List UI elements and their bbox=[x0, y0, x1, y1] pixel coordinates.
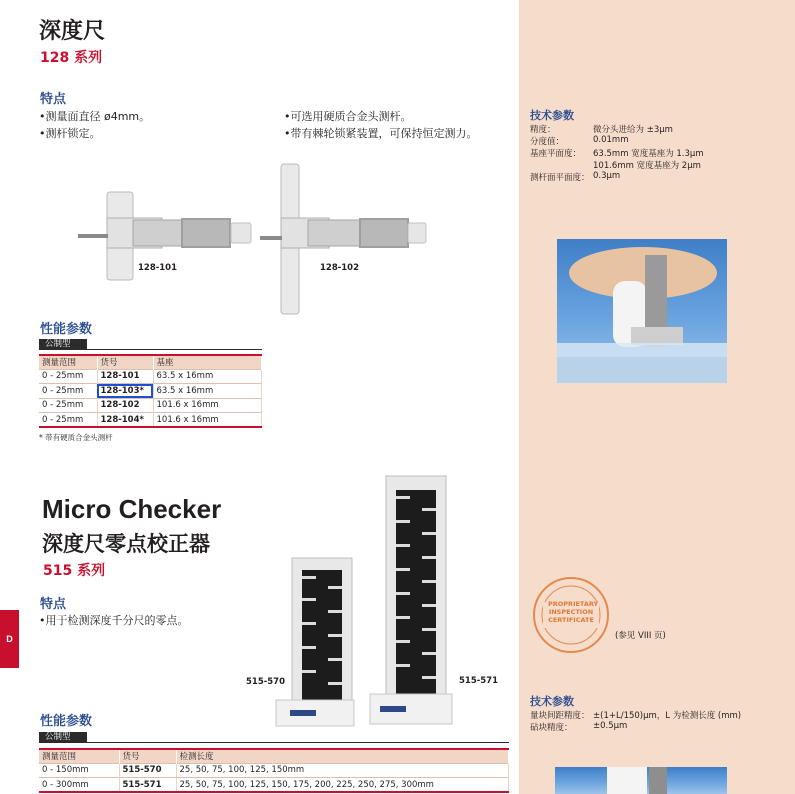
product-title-cn: 深度尺零点校正器 bbox=[42, 532, 210, 556]
spec-key: 量块间距精度： bbox=[530, 711, 590, 721]
performance-heading: 性能参数 bbox=[40, 322, 93, 337]
product-label: 515-570 bbox=[246, 677, 286, 687]
cell-range: 0 - 300mm bbox=[39, 778, 119, 793]
product-title-en: Micro Checker bbox=[42, 494, 222, 524]
cell-base: 101.6 x 16mm bbox=[153, 413, 262, 428]
seal-line: CERTIFICATE bbox=[548, 616, 594, 624]
cell-range: 0 - 25mm bbox=[39, 369, 97, 384]
features-heading: 特点 bbox=[40, 92, 67, 107]
table-row bbox=[39, 398, 262, 413]
depth-micrometer-image bbox=[78, 160, 438, 320]
cell-base: 101.6 x 16mm bbox=[153, 398, 262, 413]
series-label: 128 系列 bbox=[40, 50, 103, 66]
divider bbox=[87, 349, 262, 350]
feature-item: •测量面直径 ø4mm。 bbox=[39, 110, 151, 123]
table-row bbox=[39, 413, 262, 428]
table-header: 货号 bbox=[97, 355, 153, 369]
spec-table bbox=[39, 748, 509, 793]
table-header: 基座 bbox=[153, 355, 262, 369]
spec-key: 精度： bbox=[530, 125, 556, 135]
cell-length: 25, 50, 75, 100, 125, 150, 175, 200, 225, 250, 275, 300mm bbox=[176, 778, 509, 793]
table-header: 货号 bbox=[119, 749, 176, 763]
metric-tag: 公制型 bbox=[39, 732, 87, 743]
cell-range: 0 - 25mm bbox=[39, 398, 97, 413]
spec-value: ±0.5μm bbox=[593, 721, 628, 731]
cell-code: 515-570 bbox=[119, 763, 176, 778]
cell-code: 515-571 bbox=[119, 778, 176, 793]
usage-photo bbox=[557, 239, 727, 383]
feature-item: •测杆锁定。 bbox=[39, 127, 101, 140]
spec-table bbox=[39, 354, 262, 428]
spec-value: 101.6mm 宽度基座为 2μm bbox=[593, 161, 701, 171]
cell-range: 0 - 25mm bbox=[39, 413, 97, 428]
spec-value: 0.3μm bbox=[593, 171, 621, 181]
table-row bbox=[39, 763, 509, 778]
performance-heading: 性能参数 bbox=[40, 714, 93, 729]
product-label: 128-102 bbox=[320, 263, 360, 273]
spec-key: 砧块精度： bbox=[530, 723, 573, 733]
cell-range: 0 - 150mm bbox=[39, 763, 119, 778]
feature-item: •可选用硬质合金头测杆。 bbox=[284, 110, 412, 123]
seal-line: PROPRIETARY bbox=[548, 600, 599, 608]
spec-key: 分度值： bbox=[530, 137, 565, 147]
cell-range: 0 - 25mm bbox=[39, 384, 97, 399]
table-row bbox=[39, 384, 262, 399]
spec-key: 测杆面平面度： bbox=[530, 173, 590, 183]
spec-key: 基座平面度： bbox=[530, 149, 582, 159]
features-heading: 特点 bbox=[40, 597, 67, 612]
certificate-note: (参见 VIII 页) bbox=[615, 631, 666, 641]
table-header: 测量范围 bbox=[39, 355, 97, 369]
table-row bbox=[39, 369, 262, 384]
cell-length: 25, 50, 75, 100, 125, 150mm bbox=[176, 763, 509, 778]
metric-tag: 公制型 bbox=[39, 339, 87, 350]
page-title: 深度尺 bbox=[39, 19, 106, 44]
feature-item: •用于检测深度千分尺的零点。 bbox=[39, 614, 189, 627]
spec-value: 微分头进给为 ±3μm bbox=[593, 125, 673, 135]
cell-code: 128-104* bbox=[97, 413, 153, 428]
seal-line: INSPECTION bbox=[548, 608, 594, 616]
cell-code: 128-101 bbox=[97, 369, 153, 384]
spec-value: 63.5mm 宽度基座为 1.3μm bbox=[593, 149, 704, 159]
usage-photo bbox=[555, 767, 727, 794]
table-header: 测量范围 bbox=[39, 749, 119, 763]
spec-value: 0.01mm bbox=[593, 135, 629, 145]
product-label: 128-101 bbox=[138, 263, 178, 273]
table-header: 检测长度 bbox=[176, 749, 509, 763]
table-footnote: * 带有硬质合金头测杆 bbox=[39, 433, 113, 442]
cell-base: 63.5 x 16mm bbox=[153, 384, 262, 399]
cell-base: 63.5 x 16mm bbox=[153, 369, 262, 384]
product-label: 515-571 bbox=[459, 676, 499, 686]
spec-value: ±(1+L/150)μm，L 为检测长度 (mm) bbox=[593, 711, 742, 721]
feature-item: •带有棘轮锁紧装置，可保持恒定测力。 bbox=[284, 127, 478, 140]
series-label: 515 系列 bbox=[43, 563, 106, 579]
section-tab: D bbox=[0, 610, 19, 668]
micro-checker-image bbox=[272, 472, 462, 732]
tech-spec-heading: 技术参数 bbox=[530, 695, 574, 708]
cell-code: 128-102 bbox=[97, 398, 153, 413]
cell-code-selected[interactable]: 128-103* bbox=[97, 384, 153, 399]
divider bbox=[87, 742, 509, 743]
tech-spec-heading: 技术参数 bbox=[530, 109, 574, 122]
table-row bbox=[39, 778, 509, 793]
